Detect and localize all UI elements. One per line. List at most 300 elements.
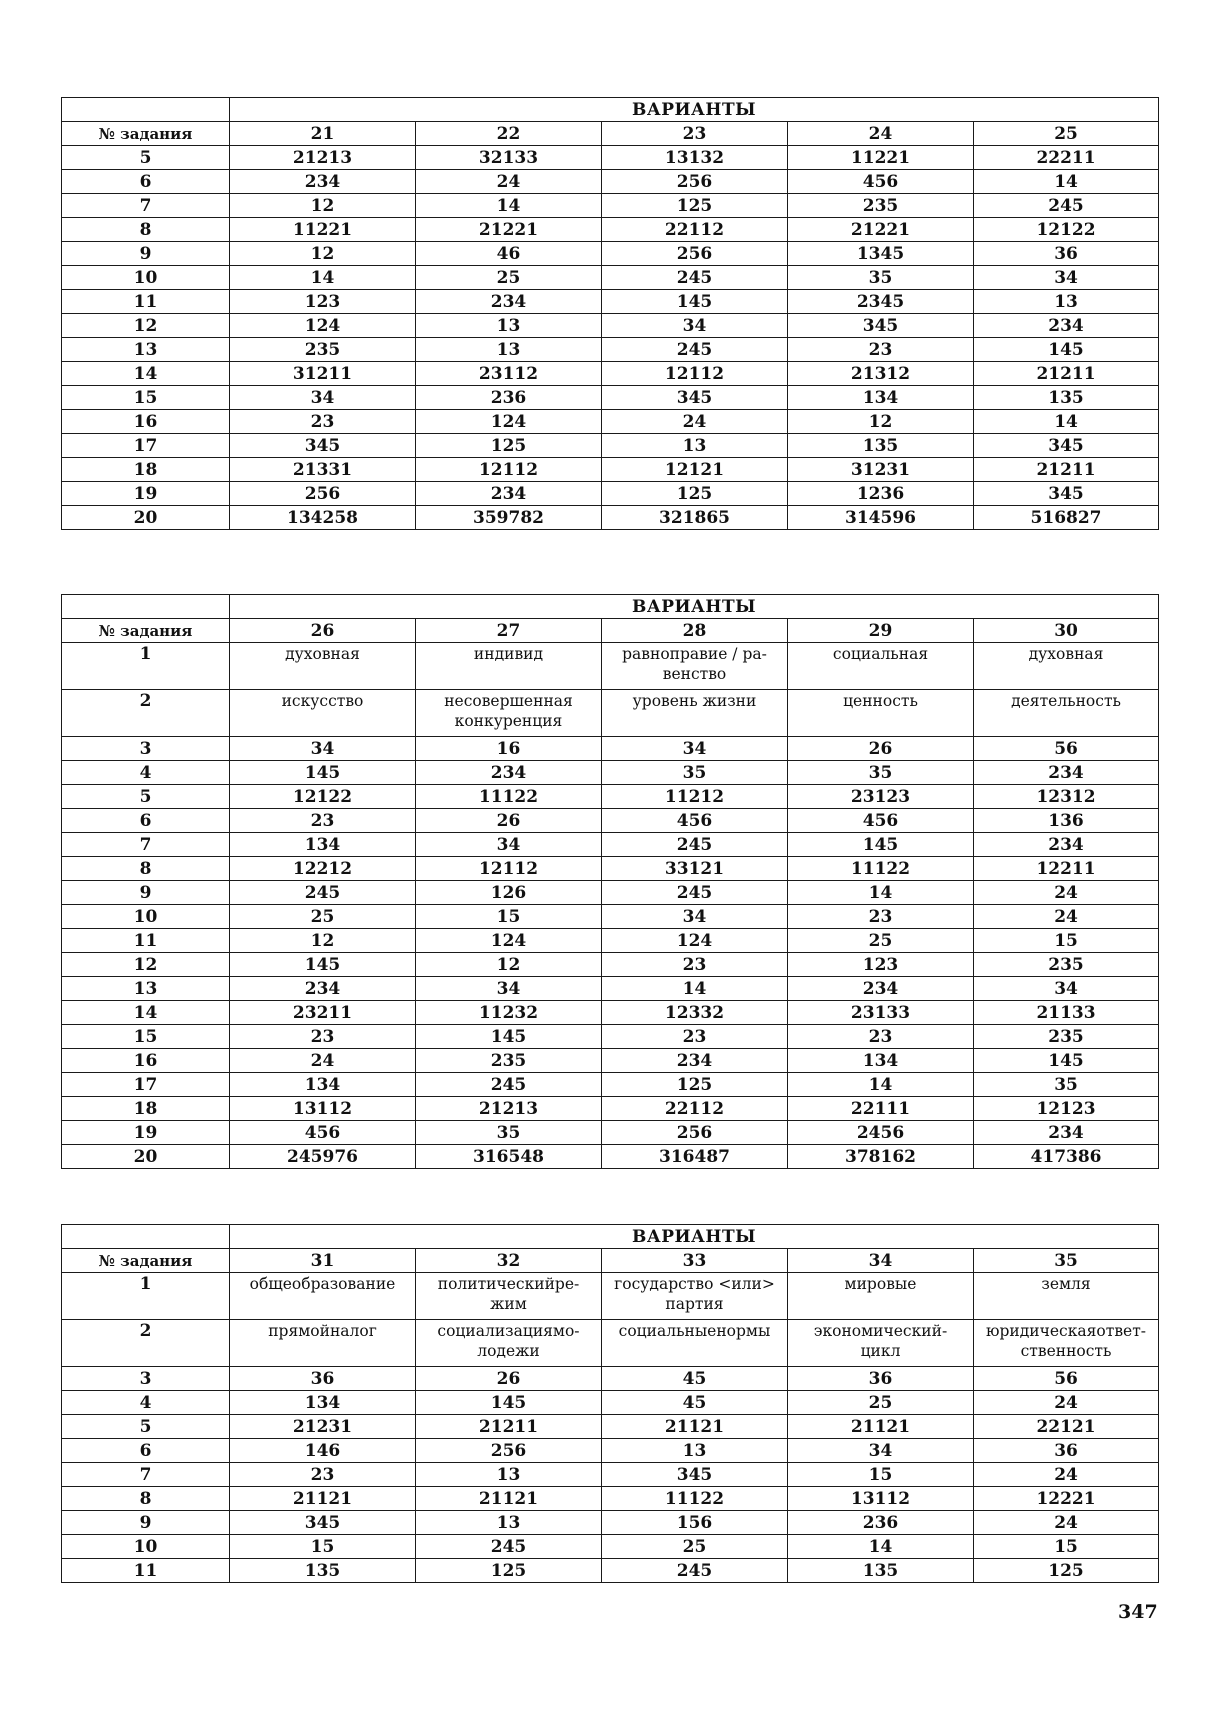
answer-cell: 15: [974, 929, 1159, 953]
table-row: [62, 242, 1159, 266]
answer-cell: 345: [788, 314, 974, 338]
answer-cell: 13: [416, 314, 602, 338]
answer-cell: 11122: [788, 857, 974, 881]
answer-cell: 21211: [974, 362, 1159, 386]
task-number-cell: 4: [62, 761, 230, 785]
table-row: [62, 1273, 1159, 1320]
answer-cell: 235: [416, 1049, 602, 1073]
variants-header: ВАРИАНТЫ: [230, 1225, 1159, 1249]
table-row: [62, 410, 1159, 434]
task-number-cell: 13: [62, 338, 230, 362]
answer-cell: 34: [602, 737, 788, 761]
answer-cell: 21121: [230, 1487, 416, 1511]
answer-cell: 24: [974, 905, 1159, 929]
table-row: [62, 458, 1159, 482]
answer-cell: 11122: [416, 785, 602, 809]
answer-cell: 34: [974, 977, 1159, 1001]
answer-cell: 125: [974, 1559, 1159, 1583]
answer-cell: 21213: [416, 1097, 602, 1121]
answer-cell: 13: [416, 1511, 602, 1535]
task-number-cell: 6: [62, 170, 230, 194]
answer-cell: 256: [230, 482, 416, 506]
answer-cell: 36: [230, 1367, 416, 1391]
answer-cell: экономический- цикл: [788, 1320, 974, 1367]
table-row: [62, 1487, 1159, 1511]
answer-cell: 24: [974, 881, 1159, 905]
task-number-cell: 6: [62, 1439, 230, 1463]
answer-cell: 234: [416, 290, 602, 314]
answer-cell: 12122: [230, 785, 416, 809]
answer-cell: духовная: [230, 643, 416, 690]
table-row: [62, 1415, 1159, 1439]
task-number-cell: 3: [62, 737, 230, 761]
answer-cell: 14: [230, 266, 416, 290]
answer-cell: политическийре- жим: [416, 1273, 602, 1320]
task-number-cell: 1: [62, 1273, 230, 1320]
answer-cell: мировые: [788, 1273, 974, 1320]
answer-cell: 12: [230, 929, 416, 953]
answer-cell: 359782: [416, 506, 602, 530]
answer-cell: 14: [788, 1073, 974, 1097]
table-row: [62, 146, 1159, 170]
answer-cell: 34: [416, 833, 602, 857]
table-row: [62, 290, 1159, 314]
variant-number-header: 22: [416, 122, 602, 146]
answer-cell: 13112: [230, 1097, 416, 1121]
answer-cell: 33121: [602, 857, 788, 881]
task-number-cell: 10: [62, 266, 230, 290]
answer-cell: 34: [788, 1439, 974, 1463]
task-number-cell: 1: [62, 643, 230, 690]
answer-cell: 34: [602, 314, 788, 338]
answer-cell: 14: [788, 1535, 974, 1559]
answer-cell: 145: [230, 761, 416, 785]
table-row: [62, 218, 1159, 242]
answer-cell: 124: [602, 929, 788, 953]
answer-cell: 125: [602, 1073, 788, 1097]
answer-cell: 124: [230, 314, 416, 338]
answer-cell: 22121: [974, 1415, 1159, 1439]
answer-cell: 34: [416, 977, 602, 1001]
answer-cell: 21221: [788, 218, 974, 242]
table-row: [62, 1367, 1159, 1391]
answer-cell: 14: [974, 410, 1159, 434]
task-number-cell: 18: [62, 458, 230, 482]
answer-cell: 12112: [602, 362, 788, 386]
answer-cell: 11122: [602, 1487, 788, 1511]
answer-cell: 345: [974, 434, 1159, 458]
answer-cell: 134258: [230, 506, 416, 530]
answer-cell: 12212: [230, 857, 416, 881]
header-empty-cell: [62, 98, 230, 122]
answer-cell: 22111: [788, 1097, 974, 1121]
table-row: [62, 643, 1159, 690]
task-number-cell: 11: [62, 929, 230, 953]
table-row: [62, 1049, 1159, 1073]
answer-cell: 31231: [788, 458, 974, 482]
answer-cell: 23: [788, 905, 974, 929]
task-number-cell: 14: [62, 1001, 230, 1025]
answer-cell: 234: [974, 833, 1159, 857]
answer-cell: 234: [416, 482, 602, 506]
answer-cell: 45: [602, 1391, 788, 1415]
answer-cell: 145: [974, 338, 1159, 362]
answer-cell: 23: [230, 809, 416, 833]
answer-cell: 135: [788, 1559, 974, 1583]
answer-cell: 24: [974, 1463, 1159, 1487]
answer-cell: 12123: [974, 1097, 1159, 1121]
answer-cell: 24: [974, 1391, 1159, 1415]
answer-cell: 456: [230, 1121, 416, 1145]
answer-cell: 316487: [602, 1145, 788, 1169]
table-row: [62, 1535, 1159, 1559]
answer-cell: 23112: [416, 362, 602, 386]
answer-cell: 245: [602, 833, 788, 857]
answer-cell: 234: [416, 761, 602, 785]
answer-cell: 145: [416, 1391, 602, 1415]
answer-cell: 34: [230, 737, 416, 761]
answer-cell: 11232: [416, 1001, 602, 1025]
header-row-variants: [62, 1225, 1159, 1249]
answer-cell: 23: [230, 1025, 416, 1049]
answer-cell: 125: [416, 434, 602, 458]
task-number-cell: 17: [62, 434, 230, 458]
header-row-variant-numbers: [62, 122, 1159, 146]
variants-header: ВАРИАНТЫ: [230, 595, 1159, 619]
answer-cell: 145: [788, 833, 974, 857]
answer-cell: 25: [416, 266, 602, 290]
table-row: [62, 1121, 1159, 1145]
answers-table-variants-21-25: [61, 97, 1159, 530]
answer-cell: 245: [602, 338, 788, 362]
answer-cell: 13: [974, 290, 1159, 314]
answer-cell: 14: [416, 194, 602, 218]
answer-cell: 345: [974, 482, 1159, 506]
table-row: [62, 338, 1159, 362]
header-empty-cell: [62, 1225, 230, 1249]
answer-cell: 21133: [974, 1001, 1159, 1025]
task-number-cell: 5: [62, 785, 230, 809]
answer-cell: 135: [230, 1559, 416, 1583]
answer-cell: 12122: [974, 218, 1159, 242]
task-number-cell: 12: [62, 314, 230, 338]
answer-cell: 236: [788, 1511, 974, 1535]
answer-cell: 135: [788, 434, 974, 458]
table-row: [62, 929, 1159, 953]
answer-cell: 256: [602, 1121, 788, 1145]
answer-cell: 245: [602, 1559, 788, 1583]
answer-cell: 235: [974, 953, 1159, 977]
table-row: [62, 362, 1159, 386]
answer-cell: 36: [974, 242, 1159, 266]
answer-cell: 456: [602, 809, 788, 833]
answer-cell: 23211: [230, 1001, 416, 1025]
variant-number-header: 34: [788, 1249, 974, 1273]
task-number-cell: 6: [62, 809, 230, 833]
task-number-cell: 14: [62, 362, 230, 386]
answer-cell: 156: [602, 1511, 788, 1535]
answer-cell: 12312: [974, 785, 1159, 809]
answer-cell: 245: [602, 881, 788, 905]
answer-cell: 14: [788, 881, 974, 905]
table-row: [62, 266, 1159, 290]
answer-cell: 12: [230, 242, 416, 266]
task-column-header: № задания: [62, 122, 230, 146]
variant-number-header: 21: [230, 122, 416, 146]
answer-cell: 23: [788, 1025, 974, 1049]
answer-cell: 134: [230, 833, 416, 857]
answer-cell: 245: [416, 1535, 602, 1559]
table-row: [62, 690, 1159, 737]
answer-cell: 256: [602, 242, 788, 266]
answer-cell: общеобразование: [230, 1273, 416, 1320]
answer-cell: земля: [974, 1273, 1159, 1320]
answer-cell: 234: [974, 314, 1159, 338]
task-number-cell: 8: [62, 218, 230, 242]
answer-cell: 34: [974, 266, 1159, 290]
task-column-header: № задания: [62, 619, 230, 643]
answer-cell: 234: [602, 1049, 788, 1073]
table-row: [62, 881, 1159, 905]
answer-cell: 234: [230, 170, 416, 194]
answer-cell: 21121: [602, 1415, 788, 1439]
answer-cell: 25: [788, 929, 974, 953]
answer-cell: 456: [788, 809, 974, 833]
table-row: [62, 809, 1159, 833]
answer-cell: 35: [602, 761, 788, 785]
answer-cell: 145: [974, 1049, 1159, 1073]
answer-cell: 234: [974, 1121, 1159, 1145]
answer-cell: 32133: [416, 146, 602, 170]
answer-cell: 134: [230, 1073, 416, 1097]
answer-cell: 34: [230, 386, 416, 410]
task-number-cell: 12: [62, 953, 230, 977]
task-number-cell: 5: [62, 146, 230, 170]
answer-cell: 25: [602, 1535, 788, 1559]
answer-cell: 36: [788, 1367, 974, 1391]
answer-cell: 456: [788, 170, 974, 194]
answer-cell: 235: [230, 338, 416, 362]
variant-number-header: 33: [602, 1249, 788, 1273]
answer-cell: 124: [416, 410, 602, 434]
header-empty-cell: [62, 595, 230, 619]
task-number-cell: 18: [62, 1097, 230, 1121]
table-row: [62, 785, 1159, 809]
answer-cell: 145: [230, 953, 416, 977]
answer-cell: 136: [974, 809, 1159, 833]
table-row: [62, 1559, 1159, 1583]
page-number: 347: [1118, 1601, 1158, 1623]
answer-cell: 12: [416, 953, 602, 977]
answer-cell: искусство: [230, 690, 416, 737]
answer-cell: 13: [602, 434, 788, 458]
answer-cell: индивид: [416, 643, 602, 690]
table-row: [62, 953, 1159, 977]
variant-number-header: 28: [602, 619, 788, 643]
answer-cell: ценность: [788, 690, 974, 737]
answer-cell: 2456: [788, 1121, 974, 1145]
table-row: [62, 737, 1159, 761]
answer-cell: 12112: [416, 857, 602, 881]
header-row-variants: [62, 595, 1159, 619]
answer-cell: 134: [230, 1391, 416, 1415]
answer-cell: 134: [788, 386, 974, 410]
task-number-cell: 19: [62, 482, 230, 506]
answer-cell: 146: [230, 1439, 416, 1463]
answer-cell: 31211: [230, 362, 416, 386]
answer-cell: 56: [974, 737, 1159, 761]
answer-cell: 321865: [602, 506, 788, 530]
answer-cell: 126: [416, 881, 602, 905]
task-number-cell: 8: [62, 857, 230, 881]
header-row-variants: [62, 98, 1159, 122]
answer-cell: социальныенормы: [602, 1320, 788, 1367]
answer-cell: 46: [416, 242, 602, 266]
task-number-cell: 9: [62, 242, 230, 266]
answer-cell: 56: [974, 1367, 1159, 1391]
task-number-cell: 2: [62, 690, 230, 737]
variant-number-header: 35: [974, 1249, 1159, 1273]
table-row: [62, 905, 1159, 929]
answer-cell: 245976: [230, 1145, 416, 1169]
table-row: [62, 314, 1159, 338]
answer-cell: 15: [974, 1535, 1159, 1559]
answer-cell: 345: [230, 434, 416, 458]
answer-cell: социальная: [788, 643, 974, 690]
task-number-cell: 10: [62, 905, 230, 929]
answer-cell: 35: [974, 1073, 1159, 1097]
answers-table-variants-31-35: [61, 1224, 1159, 1583]
task-number-cell: 11: [62, 290, 230, 314]
answer-cell: 25: [788, 1391, 974, 1415]
answer-cell: 26: [788, 737, 974, 761]
answer-cell: 45: [602, 1367, 788, 1391]
answer-cell: 23: [230, 410, 416, 434]
variant-number-header: 24: [788, 122, 974, 146]
variant-number-header: 32: [416, 1249, 602, 1273]
answer-cell: 12332: [602, 1001, 788, 1025]
task-number-cell: 8: [62, 1487, 230, 1511]
answer-cell: 15: [230, 1535, 416, 1559]
task-number-cell: 13: [62, 977, 230, 1001]
answer-cell: 24: [416, 170, 602, 194]
answer-cell: 23: [602, 1025, 788, 1049]
variant-number-header: 23: [602, 122, 788, 146]
answer-cell: 12: [230, 194, 416, 218]
answer-cell: 21312: [788, 362, 974, 386]
task-number-cell: 17: [62, 1073, 230, 1097]
table-row: [62, 1391, 1159, 1415]
table-row: [62, 1001, 1159, 1025]
answer-cell: 21231: [230, 1415, 416, 1439]
task-number-cell: 10: [62, 1535, 230, 1559]
answer-cell: 21211: [416, 1415, 602, 1439]
answer-cell: 26: [416, 809, 602, 833]
answer-cell: 516827: [974, 506, 1159, 530]
answer-cell: 12112: [416, 458, 602, 482]
answer-cell: 13: [602, 1439, 788, 1463]
answer-cell: 125: [416, 1559, 602, 1583]
table-row: [62, 386, 1159, 410]
answer-cell: 378162: [788, 1145, 974, 1169]
task-number-cell: 7: [62, 1463, 230, 1487]
answer-cell: 34: [602, 905, 788, 929]
answer-cell: 23: [230, 1463, 416, 1487]
answer-cell: прямойналог: [230, 1320, 416, 1367]
answer-cell: 11212: [602, 785, 788, 809]
answer-cell: 22112: [602, 1097, 788, 1121]
task-number-cell: 2: [62, 1320, 230, 1367]
task-number-cell: 11: [62, 1559, 230, 1583]
answer-cell: 125: [602, 194, 788, 218]
answer-cell: 2345: [788, 290, 974, 314]
answer-cell: 23: [788, 338, 974, 362]
answer-cell: 345: [602, 386, 788, 410]
task-number-cell: 16: [62, 1049, 230, 1073]
task-number-cell: 5: [62, 1415, 230, 1439]
table-row: [62, 761, 1159, 785]
variants-header: ВАРИАНТЫ: [230, 98, 1159, 122]
answer-cell: 12: [788, 410, 974, 434]
table-row: [62, 1320, 1159, 1367]
answer-cell: 24: [602, 410, 788, 434]
task-number-cell: 20: [62, 1145, 230, 1169]
answer-cell: 13112: [788, 1487, 974, 1511]
answer-cell: 14: [602, 977, 788, 1001]
answer-cell: 25: [230, 905, 416, 929]
answer-cell: 35: [788, 266, 974, 290]
answer-cell: 12121: [602, 458, 788, 482]
answer-cell: 21221: [416, 218, 602, 242]
answer-cell: 145: [416, 1025, 602, 1049]
answer-cell: 417386: [974, 1145, 1159, 1169]
answer-cell: 256: [416, 1439, 602, 1463]
answer-cell: 36: [974, 1439, 1159, 1463]
answer-cell: 12211: [974, 857, 1159, 881]
answer-cell: 21121: [788, 1415, 974, 1439]
answer-cell: государство <или> партия: [602, 1273, 788, 1320]
task-number-cell: 7: [62, 194, 230, 218]
answer-cell: уровень жизни: [602, 690, 788, 737]
table-row: [62, 1097, 1159, 1121]
answer-cell: духовная: [974, 643, 1159, 690]
answer-cell: 21213: [230, 146, 416, 170]
answer-cell: 21211: [974, 458, 1159, 482]
task-number-cell: 7: [62, 833, 230, 857]
answer-cell: 22112: [602, 218, 788, 242]
task-number-cell: 16: [62, 410, 230, 434]
task-number-cell: 15: [62, 1025, 230, 1049]
variant-number-header: 27: [416, 619, 602, 643]
answer-cell: 345: [230, 1511, 416, 1535]
answer-cell: 13: [416, 1463, 602, 1487]
variant-number-header: 29: [788, 619, 974, 643]
answer-cell: 15: [788, 1463, 974, 1487]
answer-cell: 123: [788, 953, 974, 977]
table-row: [62, 1511, 1159, 1535]
header-row-variant-numbers: [62, 1249, 1159, 1273]
answer-cell: 316548: [416, 1145, 602, 1169]
answer-cell: 22211: [974, 146, 1159, 170]
table-row: [62, 977, 1159, 1001]
answer-cell: 23123: [788, 785, 974, 809]
answer-cell: несовершенная конкуренция: [416, 690, 602, 737]
answer-cell: 256: [602, 170, 788, 194]
task-number-cell: 9: [62, 1511, 230, 1535]
answer-cell: 314596: [788, 506, 974, 530]
answer-cell: 23: [602, 953, 788, 977]
answer-cell: 245: [416, 1073, 602, 1097]
